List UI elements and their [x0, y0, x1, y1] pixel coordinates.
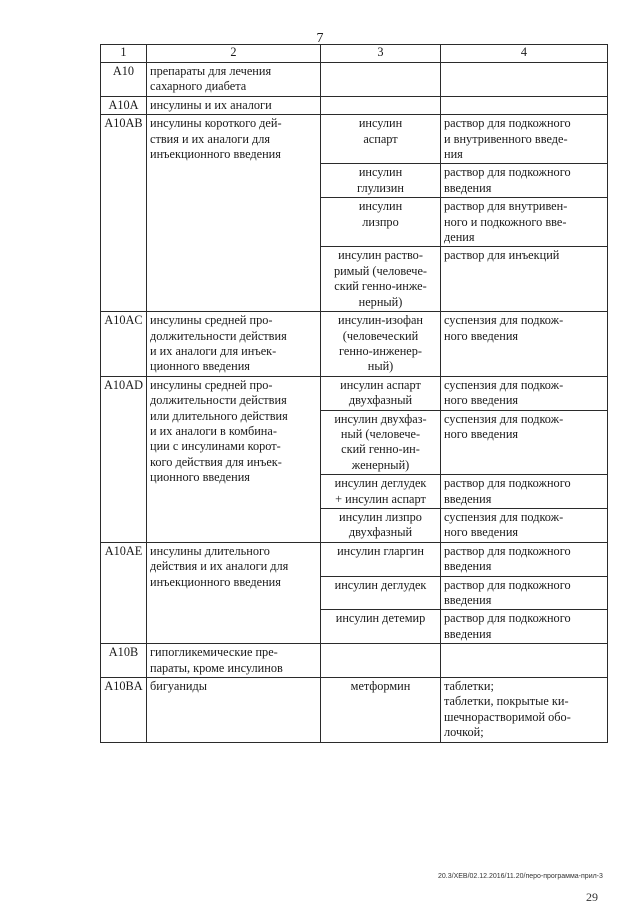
dosage-form-line: раствор для подкожного [444, 543, 571, 558]
atc-code-cell: A10AE [101, 542, 147, 643]
group-name-cell [147, 644, 321, 678]
page-number: 7 [316, 31, 324, 46]
dosage-form-line: ного введения [444, 525, 519, 540]
drug-name-cell [321, 644, 441, 678]
dosage-form-cell [441, 508, 608, 542]
group-name-line: сахарного диабета [150, 79, 247, 94]
dosage-form-cell [441, 475, 608, 509]
header-col-4: 4 [441, 45, 608, 63]
group-name-line: должительности действия [150, 328, 287, 343]
dosage-form-line: шечнорастворимой обо- [444, 709, 571, 724]
drug-name-cell [321, 542, 441, 576]
drug-name-cell [321, 678, 441, 743]
drug-name-line: инсулин [358, 199, 403, 214]
group-name-line: препараты для лечения [150, 64, 272, 78]
table-row [101, 115, 608, 164]
dosage-form-line: суспензия для подкож- [444, 509, 564, 524]
table-row [101, 678, 608, 743]
drug-name-line: двухфазный [348, 393, 413, 408]
table-row [101, 376, 608, 410]
drug-name-line: инсулин двухфаз- [334, 411, 427, 426]
group-name-cell [147, 312, 321, 377]
header-col-1: 1 [101, 45, 147, 63]
group-name-line: инъекционного введения [150, 147, 281, 162]
dosage-form-cell [441, 312, 608, 377]
group-name-line: ционного введения [150, 470, 250, 485]
dosage-form-line: таблетки, покрытые ки- [444, 694, 569, 709]
dosage-form-line: раствор для подкожного [444, 476, 571, 491]
dosage-form-line: раствор для внутривен- [444, 199, 568, 214]
drug-name-line: инсулин детемир [335, 611, 426, 626]
drug-name-line: ский генно-ин- [341, 442, 420, 457]
group-name-cell [147, 63, 321, 97]
drug-name-line: инсулин [358, 165, 403, 180]
drug-name-line: + инсулин аспарт [335, 491, 426, 506]
dosage-form-cell [441, 376, 608, 410]
drug-name-line: женерный) [351, 457, 410, 472]
drug-name-cell [321, 115, 441, 164]
drug-name-line: ский генно-инже- [334, 279, 427, 294]
drug-name-line: инсулин гларгин [337, 543, 424, 558]
drug-name-line: (человеческий [342, 328, 419, 343]
drug-name-line: двухфазный [348, 525, 413, 540]
dosage-form-line: и внутривенного введе- [444, 131, 568, 146]
group-name-line: гипогликемические пре- [150, 645, 278, 660]
dosage-form-line: раствор для подкожного [444, 116, 571, 131]
dosage-form-cell [441, 542, 608, 576]
drug-name-cell [321, 96, 441, 114]
dosage-form-line: суспензия для подкож- [444, 411, 564, 426]
group-name-cell [147, 542, 321, 643]
header-col-2: 2 [147, 45, 321, 63]
dosage-form-cell [441, 678, 608, 743]
drug-name-line: лизпро [362, 214, 399, 229]
dosage-form-line: введения [444, 559, 492, 574]
atc-code-cell: A10AC [101, 312, 147, 377]
header-row [101, 45, 608, 63]
dosage-form-line: суспензия для подкож- [444, 313, 564, 328]
drug-name-line: инсулин-изофан [338, 313, 423, 328]
table-row [101, 63, 608, 97]
group-name-line: инсулины и их аналоги [150, 97, 272, 112]
group-name-line: кого действия для инъек- [150, 454, 282, 469]
drug-name-cell [321, 508, 441, 542]
dosage-form-cell [441, 247, 608, 312]
dosage-form-cell [441, 610, 608, 644]
footer-reference: 20.3/ХЕВ/02.12.2016/11.20/перо-программа-прил-3 [438, 873, 603, 880]
drug-name-line: римый (человече- [333, 263, 428, 278]
dosage-form-line: раствор для инъекций [444, 248, 560, 263]
header-col-3: 3 [321, 45, 441, 63]
drug-name-cell [321, 610, 441, 644]
dosage-form-cell [441, 198, 608, 247]
group-name-line: ствия и их аналоги для [150, 131, 271, 146]
group-name-line: бигуаниды [150, 679, 208, 694]
drug-name-line: инсулин [358, 116, 403, 131]
group-name-cell [147, 678, 321, 743]
dosage-form-line: суспензия для подкож- [444, 377, 564, 392]
table-row [101, 542, 608, 576]
table-row [101, 644, 608, 678]
dosage-form-line: введения [444, 593, 492, 607]
drug-name-cell [321, 376, 441, 410]
group-name-cell [147, 376, 321, 542]
group-name-line: должительности действия [150, 393, 287, 408]
group-name-line: ции с инсулинами корот- [150, 439, 281, 454]
drug-name-cell [321, 198, 441, 247]
dosage-form-cell [441, 576, 608, 610]
dosage-form-line: ного и подкожного вве- [444, 214, 567, 229]
group-name-line: ционного введения [150, 359, 250, 374]
group-name-cell [147, 115, 321, 312]
dosage-form-cell [441, 115, 608, 164]
dosage-form-line: дения [444, 230, 475, 245]
drug-table [100, 44, 608, 743]
drug-name-line: метформин [350, 679, 411, 694]
group-name-line: и их аналоги в комбина- [150, 423, 277, 438]
dosage-form-line: введения [444, 626, 492, 641]
drug-name-line: инсулин деглудек [334, 577, 427, 592]
drug-name-line: инсулин раство- [338, 248, 423, 263]
atc-code-cell: A10BA [101, 678, 147, 743]
drug-name-cell [321, 410, 441, 475]
drug-name-cell [321, 164, 441, 198]
dosage-form-line: ного введения [444, 426, 519, 441]
dosage-form-line: ного введения [444, 393, 519, 408]
dosage-form-line: ния [444, 147, 463, 162]
drug-name-line: аспарт [363, 131, 398, 146]
dosage-form-line: таблетки; [444, 679, 494, 694]
atc-code-cell: A10A [101, 96, 147, 114]
group-name-line: инъекционного введения [150, 574, 281, 589]
drug-name-line: инсулин деглудек [334, 476, 427, 491]
drug-name-line: глулизин [357, 180, 404, 195]
dosage-form-cell [441, 63, 608, 97]
group-name-line: и их аналоги для инъек- [150, 343, 277, 358]
drug-name-cell [321, 63, 441, 97]
dosage-form-cell [441, 410, 608, 475]
atc-code-cell: A10AD [101, 376, 147, 542]
dosage-form-line: введения [444, 491, 492, 506]
group-name-line: параты, кроме инсулинов [150, 660, 283, 675]
dosage-form-cell [441, 164, 608, 198]
dosage-form-line: лочкой; [444, 725, 484, 740]
group-name-line: инсулины средней про- [150, 313, 273, 328]
group-name-line: действия и их аналоги для [150, 559, 289, 574]
drug-name-line: инсулин лизпро [339, 509, 422, 524]
drug-name-cell [321, 312, 441, 377]
drug-name-line: нерный) [358, 294, 403, 309]
drug-name-cell [321, 576, 441, 610]
group-name-line: инсулины короткого дей- [150, 116, 282, 131]
drug-name-cell [321, 475, 441, 509]
group-name-line: или длительного действия [150, 408, 288, 423]
table-row [101, 312, 608, 377]
dosage-form-cell [441, 644, 608, 678]
dosage-form-line: ного введения [444, 328, 519, 343]
group-name-line: инсулины длительного [150, 543, 270, 558]
dosage-form-line: раствор для подкожного [444, 611, 571, 626]
drug-name-line: инсулин аспарт [340, 377, 421, 392]
group-name-line: инсулины средней про- [150, 377, 273, 392]
dosage-form-line: раствор для подкожного [444, 577, 571, 592]
dosage-form-line: введения [444, 180, 492, 195]
atc-code-cell: A10 [101, 63, 147, 97]
dosage-form-line: раствор для подкожного [444, 165, 571, 180]
drug-name-line: ный (человече- [340, 426, 421, 441]
drug-name-cell [321, 247, 441, 312]
atc-code-cell: A10B [101, 644, 147, 678]
group-name-cell [147, 96, 321, 114]
table-row [101, 96, 608, 114]
drug-name-line: ный) [367, 359, 394, 374]
drug-table-body [101, 45, 608, 743]
dosage-form-cell [441, 96, 608, 114]
atc-code-cell: A10AB [101, 115, 147, 312]
sheet-number: 29 [586, 890, 598, 904]
drug-name-line: генно-инженер- [339, 343, 422, 358]
